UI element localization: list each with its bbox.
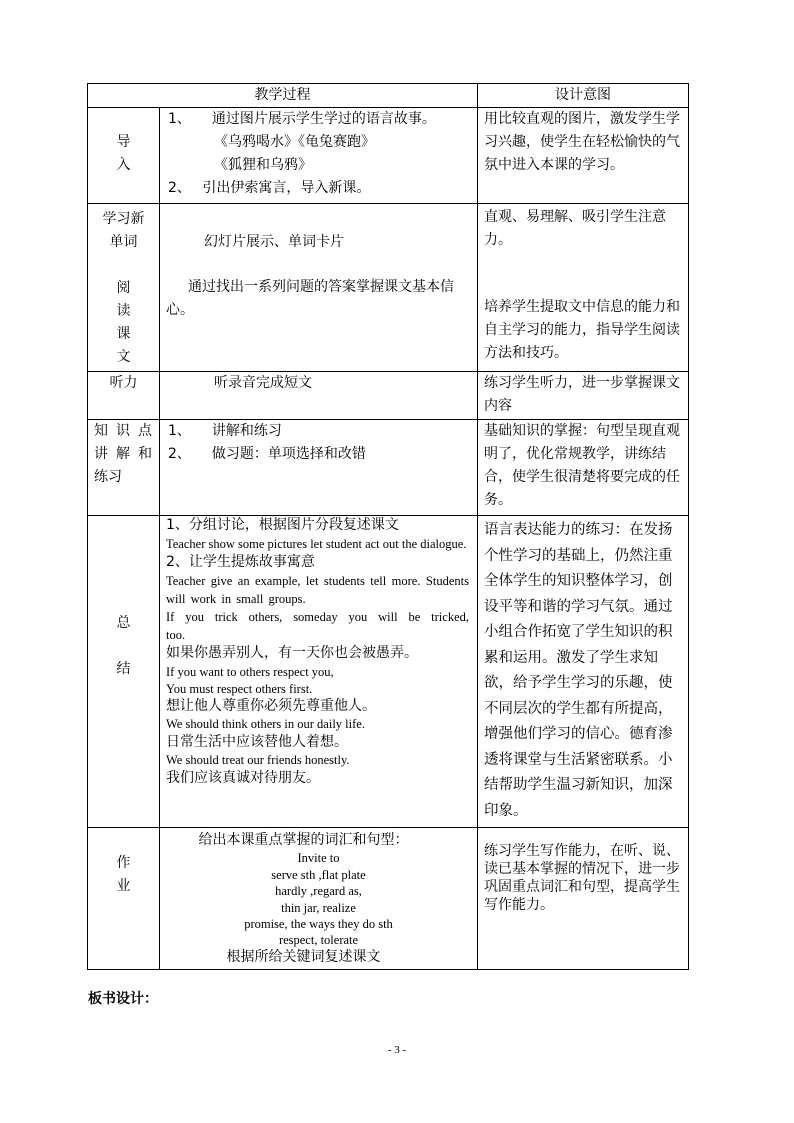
homework-label-bottom: 业 <box>116 878 131 894</box>
vocab-label-2: 单词 <box>109 234 138 250</box>
vocab-process <box>160 204 478 372</box>
knowledge-line-2: 2、 做习题：单项选择和改错 <box>168 446 366 462</box>
vocab-label-7: 文 <box>116 349 131 365</box>
lesson-plan-table <box>87 83 689 970</box>
row-vocab <box>88 204 689 372</box>
summary-s2-cn: 想让他人尊重你必须先尊重他人。 <box>166 698 376 714</box>
summary-s4-en: We should treat our friends honestly. <box>166 753 350 767</box>
row-listening <box>88 372 689 420</box>
homework-process <box>160 828 478 970</box>
row-intro <box>88 108 689 204</box>
homework-last: 根据所给关键词复述课文 <box>226 948 381 965</box>
summary-step2-en: Teacher give an example, let students tell more. Students will work in small groups. <box>166 574 469 606</box>
intro-process <box>160 108 478 204</box>
row-knowledge <box>88 420 689 516</box>
homework-word-4: thin jar, realize <box>281 900 356 915</box>
knowledge-label-3: 练习 <box>94 469 122 485</box>
intro-line-3: 《狐狸和乌鸦》 <box>214 157 312 173</box>
summary-step2: 2、让学生提炼故事寓意 <box>166 554 315 570</box>
homework-label <box>88 828 160 970</box>
vocab-intent <box>478 204 689 372</box>
intro-line-2: 《乌鸦喝水》《龟兔赛跑》 <box>214 134 375 150</box>
knowledge-intent: 基础知识的掌握：句型呈现直观明了，优化常规教学，讲练结合，使学生很清楚将要完成的任务。 <box>478 420 689 516</box>
intro-line-1: 1、 通过图片展示学生学过的语言故事。 <box>168 111 436 127</box>
summary-label-top: 总 <box>116 615 131 631</box>
summary-s2-en-a: If you want to others respect you, <box>166 665 334 679</box>
homework-word-6: respect, tolerate <box>278 932 359 947</box>
vocab-label-1: 学习新 <box>102 211 145 227</box>
summary-intent: 语言表达能力的练习：在发扬个性学习的基础上，仍然注重全体学生的知识整体学习，创设平等和谐的学习气氛。通过小组合作拓宽了学生知识的积累和运用。激发了学生求知欲，给予学生学习的乐趣，使不同层次的学生都有所提高，增强他们学习的信心。德育渗透将课堂与生活紧密联系。小结帮助学生温习新知识，加深印象。 <box>478 516 689 828</box>
summary-s3-en: We should think others in our daily life. <box>166 717 365 731</box>
homework-title: 给出本课重点掌握的词汇和句型： <box>198 832 409 848</box>
homework-intent: 练习学生写作能力，在听、说、读已基本掌握的情况下，进一步巩固重点词汇和句型，提高学生写作能力。 <box>478 828 689 970</box>
vocab-label <box>88 204 160 372</box>
summary-s4-cn: 我们应该真诚对待朋友。 <box>166 770 320 786</box>
summary-step1: 1、分组讨论，根据图片分段复述课文 <box>166 517 399 533</box>
intro-line-4: 2、 引出伊索寓言，导入新课。 <box>168 180 371 196</box>
row-homework <box>88 828 689 970</box>
summary-s3-cn: 日常生活中应该替他人着想。 <box>166 734 348 750</box>
summary-step1-en: Teacher show some pictures let student act out the dialogue. <box>166 537 467 551</box>
board-design-label: 板书设计： <box>88 991 158 1007</box>
listening-label: 听力 <box>88 372 160 420</box>
knowledge-process <box>160 420 478 516</box>
intro-label-bottom: 入 <box>116 157 131 173</box>
intro-label <box>88 108 160 204</box>
vocab-intent-2: 培养学生提取文中信息的能力和自主学习的能力，指导学生阅读方法和技巧。 <box>484 299 680 361</box>
knowledge-line-1: 1、 讲解和练习 <box>168 423 282 439</box>
vocab-intent-1: 直观、易理解、吸引学生注意力。 <box>484 209 666 248</box>
intro-intent: 用比较直观的图片，激发学生学习兴趣，使学生在轻松愉快的气氛中进入本课的学习。 <box>478 108 689 204</box>
vocab-label-5: 读 <box>116 303 131 319</box>
vocab-line-2: 通过找出一系列问题的答案掌握课文基本信心。 <box>166 279 454 318</box>
page-number: - 3 - <box>387 1044 407 1056</box>
header-intent: 设计意图 <box>478 84 689 108</box>
header-process: 教学过程 <box>88 84 478 108</box>
listening-intent: 练习学生听力，进一步掌握课文内容 <box>478 372 689 420</box>
header-row <box>88 84 689 108</box>
knowledge-label <box>88 420 160 516</box>
homework-word-2: serve sth ,flat plate <box>271 867 366 882</box>
listening-process: 听录音完成短文 <box>160 372 478 420</box>
homework-word-3: hardly ,regard as, <box>275 884 362 898</box>
vocab-label-4: 阅 <box>116 280 131 296</box>
summary-label <box>88 516 160 828</box>
row-summary <box>88 516 689 828</box>
summary-s1-en: If you trick others, someday you will be tricked, too. <box>166 610 469 642</box>
intro-label-top: 导 <box>116 134 131 150</box>
homework-word-1: Invite to <box>297 851 340 865</box>
summary-s2-en-b: You must respect others first. <box>166 682 313 696</box>
summary-process <box>160 516 478 828</box>
homework-label-top: 作 <box>116 855 131 871</box>
vocab-line-1: 幻灯片展示、单词卡片 <box>204 234 344 250</box>
homework-word-5: promise, the ways they do sth <box>244 917 393 931</box>
summary-label-bottom: 结 <box>116 661 131 677</box>
summary-s1-cn: 如果你愚弄别人，有一天你也会被愚弄。 <box>166 645 418 661</box>
knowledge-label-2: 讲解和 <box>94 446 152 462</box>
knowledge-label-1: 知识点 <box>94 423 152 439</box>
vocab-label-6: 课 <box>116 326 131 342</box>
